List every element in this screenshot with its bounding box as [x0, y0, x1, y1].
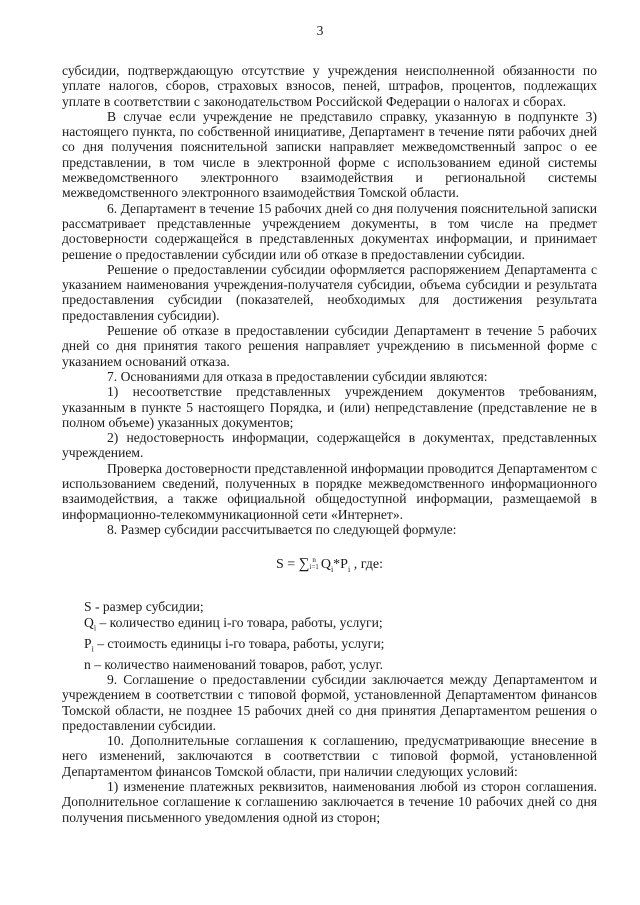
definition-text: – количество единиц i-го товара, работы, услуги;: [96, 614, 383, 630]
formula-q-index: i: [330, 565, 334, 574]
paragraphs-before-formula: [62, 63, 597, 537]
definition-symbol-index: i: [93, 623, 97, 633]
formula-p-index: i: [347, 565, 351, 574]
definition-line: [62, 657, 597, 672]
paragraph: субсидии, подтверждающую отсутствие у учреждения неисполненной обязанности по уплате налогов, сборов, страховых взносов, пеней, штрафов, процентов, подлежащих уплате в соответствии с законодательством Российской Федерации о налогах и сборах.: [62, 63, 597, 109]
paragraph: 1) несоответствие представленных учреждением документов требованиям, указанным в пункте 5 настоящего Порядка, и (или) непредставление (представление не в полном объеме) указанных документов;: [62, 384, 597, 430]
paragraph: 9. Соглашение о предоставлении субсидии заключается между Департаментом и учреждением в соответствии с типовой формой, установленной Департаментом финансов Томской области, не позднее 15 рабочих дней со дня принятия Департаментом решения о предоставлении субсидии.: [62, 671, 597, 733]
document-body: [62, 63, 597, 825]
paragraph: 6. Департамент в течение 15 рабочих дней со дня получения пояснительной записки рассматривает представленные учреждением документы, в том числе на предмет достоверности содержащейся в представленных документах информации, и принимает решение о предоставлении субсидии или об отказе в предоставлении субсидии.: [62, 200, 597, 262]
paragraph: 7. Основаниями для отказа в предоставлении субсидии являются:: [107, 368, 488, 384]
paragraph: 10. Дополнительные соглашения к соглашению, предусматривающие внесение в него изменений, заключаются в соответствии с типовой формой, установленной Департаментом финансов Томской области, при наличии следующих условий:: [62, 733, 597, 779]
definition-text: – стоимость единицы i-го товара, работы, услуги;: [93, 635, 385, 651]
definition-text: - размер субсидии;: [91, 599, 204, 615]
page-number: 3: [316, 23, 324, 38]
formula-times: *: [333, 557, 341, 573]
formula-q: Q: [320, 557, 331, 573]
paragraph: 8. Размер субсидии рассчитывается по следующей формуле:: [107, 521, 457, 537]
formula-lhs: S =: [276, 557, 299, 573]
definition-line: [62, 636, 597, 657]
definition-symbol: n: [84, 656, 91, 672]
paragraph: 2) недостоверность информации, содержащейся в документах, представленных учреждением.: [62, 430, 597, 461]
sum-lower-limit: i=1: [309, 562, 319, 571]
paragraph: 1) изменение платежных реквизитов, наименования любой из сторон соглашения. Дополнительное соглашение к соглашению заключается в течение 10 рабочих дней со дня получения письменного уведомления одной из сторон;: [62, 779, 597, 825]
definition-symbol: Q: [84, 614, 94, 630]
formula-definitions: [62, 599, 597, 672]
sum-upper-limit: n: [312, 555, 316, 564]
formula-p: P: [340, 557, 348, 573]
definition-symbol-index: i: [91, 644, 94, 654]
definition-symbol: S: [84, 599, 92, 615]
definition-text: – количество наименований товаров, работ, услуг.: [90, 656, 384, 672]
paragraph: Решение о предоставлении субсидии оформляется распоряжением Департамента с указанием наименования учреждения-получателя субсидии, объема субсидии и результата предоставления субсидии (показателей, необходимых для достижения результата предоставления субсидии).: [62, 261, 597, 323]
paragraph: В случае если учреждение не представило справку, указанную в подпункте 3) настоящего пункта, по собственной инициативе, Департамент в течение пяти рабочих дней со дня получения пояснительной записки направляет межведомственный запрос о ее представлении, в том числе в электронной форме с использованием единой системы межведомственного электронного взаимодействия и региональной системы межведомственного электронного взаимодействия Томской области.: [62, 108, 597, 201]
paragraphs-after-formula: [62, 672, 597, 825]
subsidy-formula: [62, 557, 597, 577]
definition-line: [62, 599, 597, 614]
definition-symbol: P: [84, 635, 92, 651]
formula-suffix: , где:: [350, 557, 383, 573]
sum-symbol: ∑: [298, 556, 310, 573]
sum-limits: [309, 557, 318, 571]
definition-line: [62, 615, 597, 636]
paragraph: Проверка достоверности представленной информации проводится Департаментом с использованием сведений, полученных в порядке межведомственного информационного взаимодействия, а также официальной общедоступной информации, размещаемой в информационно-телекоммуникационной сети «Интернет».: [62, 460, 597, 522]
paragraph: Решение об отказе в предоставлении субсидии Департамент в течение 5 рабочих дней со дня принятия такого решения направляет учреждению в письменной форме с указанием оснований отказа.: [62, 323, 597, 369]
